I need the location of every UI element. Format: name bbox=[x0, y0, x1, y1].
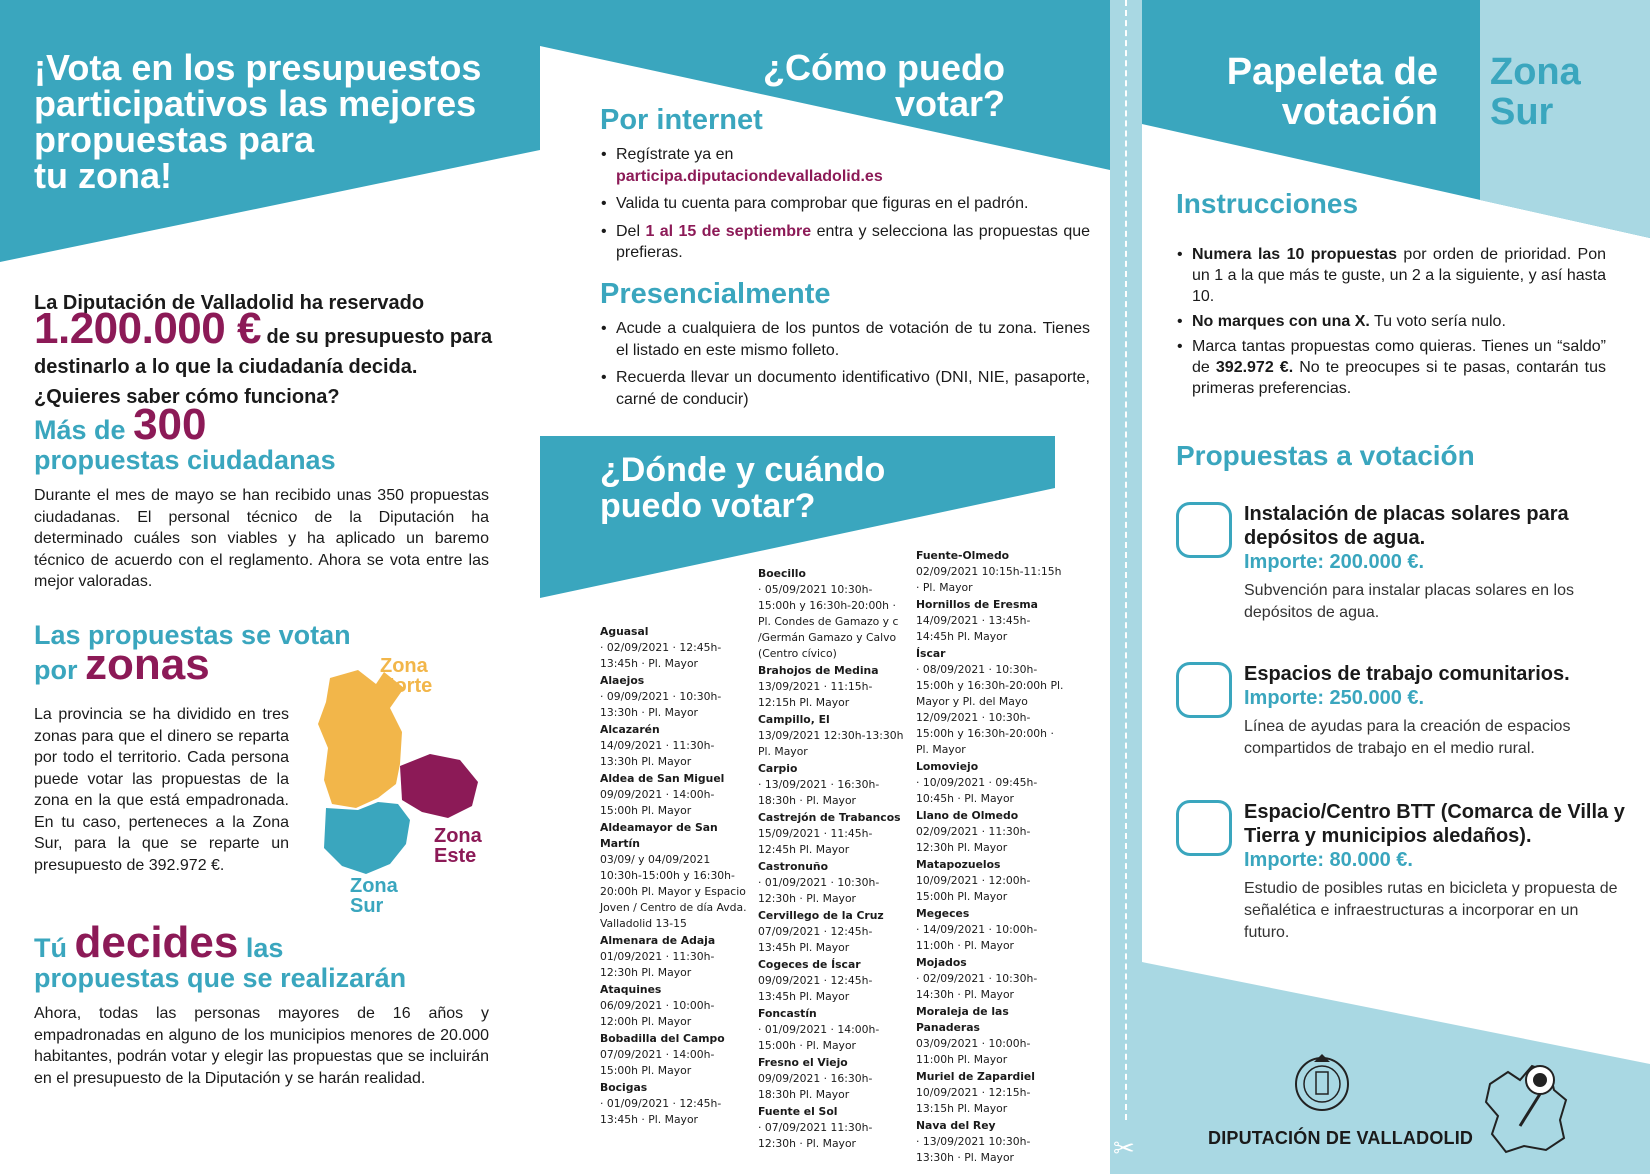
schedule-column-1 bbox=[600, 624, 750, 1129]
schedule-details: 09/09/2021 · 14:00h-15:00h Pl. Mayor bbox=[600, 788, 715, 817]
intro-headline: ¡Vota en los presupuestos participativos las mejores propuestas para tu zona! bbox=[34, 47, 482, 196]
schedule-entry bbox=[600, 624, 750, 672]
schedule-town: Fuente el Sol bbox=[758, 1105, 838, 1118]
in-person-bullet-points: • Acude a cualquiera de los puntos de votación de tu zona. Tienes el listado en este mismo folleto. bbox=[600, 318, 1090, 361]
schedule-town: Fuente-Olmedo bbox=[916, 549, 1010, 562]
proposal-2-rank-box[interactable] bbox=[1176, 662, 1232, 718]
schedule-entry bbox=[916, 548, 1066, 596]
footer-logos bbox=[1142, 1040, 1650, 1174]
section-you-decide: Tú decides las propuestas que se realizarán Ahora, todas las personas mayores de 16 años y empadronadas en alguno de los municipios menores de 20.000 habitantes, podrán votar y elegir las propuestas que se incluirán en el presupuesto de la Diputación y se harán realidad. bbox=[34, 918, 489, 1087]
schedule-town: Bobadilla del Campo bbox=[600, 1032, 725, 1045]
schedule-entry bbox=[600, 933, 750, 981]
map-label-este: Zona Este bbox=[434, 825, 482, 867]
intro-after: de su presupuesto para destinarlo a lo que la ciudadanía decida. ¿Quieres saber cómo funciona? bbox=[34, 326, 493, 408]
schedule-details: 03/09/2021 · 10:00h-11:00h Pl. Mayor bbox=[916, 1037, 1031, 1066]
schedule-town: Brahojos de Medina bbox=[758, 664, 879, 677]
map-label-sur: Zona Sur bbox=[350, 875, 398, 917]
schedule-entry bbox=[600, 1031, 750, 1079]
schedule-details: 09/09/2021 · 12:45h-13:45h Pl. Mayor bbox=[758, 974, 873, 1003]
proposal-1 bbox=[1176, 502, 1626, 624]
schedule-town: Íscar bbox=[916, 647, 946, 660]
panel-ballot bbox=[1142, 0, 1650, 1174]
ballot-zone: Zona Sur bbox=[1490, 51, 1581, 133]
proposal-3-title: Espacio/Centro BTT (Comarca de Villa y Tierra y municipios aledaños). bbox=[1244, 801, 1625, 847]
zones-body: La provincia se ha dividido en tres zonas para que el dinero se reparta por todo el territorio. Cada persona puede votar las propuestas de la zona en la que está empadronada. En tu caso, perteneces a la Zona Sur, para la que se reparte un presupuesto de 392.972 €. bbox=[34, 706, 289, 874]
budget-amount: 1.200.000 € bbox=[34, 304, 261, 353]
schedule-entry bbox=[916, 1118, 1066, 1166]
schedule-entry bbox=[916, 808, 1066, 856]
schedule-town: Moraleja de las Panaderas bbox=[916, 1005, 1009, 1034]
schedule-entry bbox=[600, 722, 750, 770]
schedule-entry bbox=[758, 1104, 908, 1152]
instruction-2: • No marques con una X. Tu voto sería nulo. bbox=[1176, 311, 1606, 332]
schedule-town: Matapozuelos bbox=[916, 858, 1001, 871]
proposal-1-amount: Importe: 200.000 €. bbox=[1244, 551, 1425, 573]
schedule-details: 14/09/2021 · 11:30h-13:30h Pl. Mayor bbox=[600, 739, 715, 768]
schedule-details: · 13/09/2021 · 16:30h-18:30h · Pl. Mayor bbox=[758, 778, 880, 807]
schedule-town: Almenara de Adaja bbox=[600, 934, 716, 947]
map-label-norte: Zona Norte bbox=[380, 655, 433, 697]
schedule-details: 10/09/2021 · 12:15h-13:15h Pl. Mayor bbox=[916, 1086, 1031, 1115]
schedule-entry bbox=[600, 1080, 750, 1128]
schedule-entry bbox=[916, 597, 1066, 645]
schedule-details: · 10/09/2021 · 09:45h-10:45h · Pl. Mayor bbox=[916, 776, 1038, 805]
schedule-details: 14/09/2021 · 13:45h-14:45h Pl. Mayor bbox=[916, 614, 1031, 643]
province-zone-map bbox=[310, 655, 520, 918]
schedule-details: 03/09/ y 04/09/2021 10:30h-15:00h y 16:30h-20:00h Pl. Mayor y Espacio Joven / Centro de día Avda. Valladolid 13-15 bbox=[600, 853, 747, 930]
schedule-details: 01/09/2021 · 11:30h-12:30h Pl. Mayor bbox=[600, 950, 715, 979]
proposal-2-title: Espacios de trabajo comunitarios. bbox=[1244, 663, 1570, 685]
proposal-3-rank-box[interactable] bbox=[1176, 800, 1232, 856]
schedule-details: · 01/09/2021 · 12:45h-13:45h · Pl. Mayor bbox=[600, 1097, 722, 1126]
schedule-entry bbox=[916, 1069, 1066, 1117]
schedule-entry bbox=[758, 761, 908, 809]
proposal-3 bbox=[1176, 800, 1626, 944]
schedule-entry bbox=[600, 771, 750, 819]
schedule-town: Nava del Rey bbox=[916, 1119, 996, 1132]
schedule-details: · 05/09/2021 10:30h-15:00h y 16:30h-20:00h · Pl. Condes de Gamazo y c /Germán Gamazo y Calvo (Centro cívico) bbox=[758, 583, 899, 660]
schedule-entry bbox=[758, 810, 908, 858]
schedule-town: Foncastín bbox=[758, 1007, 817, 1020]
proposal-1-rank-box[interactable] bbox=[1176, 502, 1232, 558]
section-zones: Las propuestas se votan por zonas bbox=[34, 620, 351, 689]
schedule-details: 13/09/2021 12:30h-13:30h Pl. Mayor bbox=[758, 729, 904, 758]
schedule-entry bbox=[916, 857, 1066, 905]
schedule-entry bbox=[758, 712, 908, 760]
schedule-details: · 14/09/2021 · 10:00h-11:00h · Pl. Mayor bbox=[916, 923, 1038, 952]
schedule-details: · 01/09/2021 · 10:30h-12:30h · Pl. Mayor bbox=[758, 876, 880, 905]
proposal-3-description: Estudio de posibles rutas en bicicleta y propuesta de señalética e infraestructuras a incorporar en un futuro. bbox=[1244, 880, 1618, 941]
section-in-person: Presencialmente • Acude a cualquiera de los puntos de votación de tu zona. Tienes el listado en este mismo folleto. • Recuerda llevar un documento identificativo (DNI, NIE, pasaporte, carné de conducir) bbox=[600, 278, 1090, 416]
panel-intro bbox=[0, 0, 540, 1174]
schedule-details: 10/09/2021 · 12:00h-15:00h Pl. Mayor bbox=[916, 874, 1031, 903]
diputacion-name: DIPUTACIÓN DE VALLADOLID bbox=[1208, 1128, 1474, 1148]
schedule-entry bbox=[600, 820, 750, 932]
schedule-town: Boecillo bbox=[758, 567, 806, 580]
how-to-vote-title: ¿Cómo puedo votar? bbox=[763, 47, 1005, 124]
schedule-details: · 02/09/2021 · 10:30h-14:30h · Pl. Mayor bbox=[916, 972, 1038, 1001]
schedule-town: Castrejón de Trabancos bbox=[758, 811, 901, 824]
schedule-entry bbox=[916, 906, 1066, 954]
participa-link[interactable]: participa.diputaciondevalladolid.es bbox=[616, 167, 883, 185]
schedule-details: 02/09/2021 10:15h-11:15h · Pl. Mayor bbox=[916, 565, 1062, 594]
schedule-entry bbox=[600, 673, 750, 721]
panel-how-to-vote bbox=[540, 0, 1110, 1174]
schedule-details: · 13/09/2021 10:30h-13:30h · Pl. Mayor bbox=[916, 1135, 1031, 1164]
proposal-1-title: Instalación de placas solares para depósitos de agua. bbox=[1244, 503, 1569, 549]
schedule-entry bbox=[916, 759, 1066, 807]
ballot-title: Papeleta de votación bbox=[1226, 51, 1438, 133]
proposal-2-amount: Importe: 250.000 €. bbox=[1244, 687, 1425, 709]
schedule-details: 15/09/2021 · 11:45h-12:45h Pl. Mayor bbox=[758, 827, 873, 856]
schedule-town: Castronuño bbox=[758, 860, 829, 873]
where-when-title: ¿Dónde y cuándo puedo votar? bbox=[600, 451, 886, 525]
schedule-town: Aguasal bbox=[600, 625, 649, 638]
schedule-details: · 02/09/2021 · 12:45h-13:45h · Pl. Mayor bbox=[600, 641, 722, 670]
instruction-3: • Marca tantas propuestas como quieras. Tienes un “saldo” de 392.972 €. No te preocupes si te pasas, contarán tus primeras preferencias. bbox=[1176, 336, 1606, 399]
schedule-town: Aldea de San Miguel bbox=[600, 772, 725, 785]
instruction-1: • Numera las 10 propuestas por orden de prioridad. Pon un 1 a la que más te guste, un 2 a la siguiente, y así hasta 10. bbox=[1176, 244, 1606, 307]
schedule-entry bbox=[758, 957, 908, 1005]
schedule-entry bbox=[758, 908, 908, 956]
schedule-town: Aldeamayor de San Martín bbox=[600, 821, 718, 850]
schedule-details: · 08/09/2021 · 10:30h-15:00h y 16:30h-20:00h Pl. Mayor y Pl. del Mayo 12/09/2021 · 10:30h-15:00h y 16:30h-20:00h · Pl. Mayor bbox=[916, 663, 1064, 756]
proposal-3-amount: Importe: 80.000 €. bbox=[1244, 849, 1413, 871]
internet-bullet-dates: • Del 1 al 15 de septiembre entra y selecciona las propuestas que prefieras. bbox=[600, 221, 1090, 264]
schedule-details: · 01/09/2021 · 14:00h-15:00h · Pl. Mayor bbox=[758, 1023, 880, 1052]
schedule-town: Ataquines bbox=[600, 983, 662, 996]
schedule-town: Carpio bbox=[758, 762, 798, 775]
cut-line bbox=[1110, 0, 1142, 1174]
proposal-2-description: Línea de ayudas para la creación de espacios compartidos de trabajo en el medio rural. bbox=[1244, 718, 1571, 757]
schedule-details: 06/09/2021 · 10:00h-12:00h Pl. Mayor bbox=[600, 999, 715, 1028]
section-proposals-count: Más de 300 propuestas ciudadanas Durante el mes de mayo se han recibido unas 350 propuestas ciudadanas. El personal técnico de la Diputación ha determinado cuáles son viables y ha aplicado un baremo técnico de acuerdo con el reglamento. Ahora se vota entre las mejor valoradas. bbox=[34, 400, 489, 590]
in-person-bullet-id: • Recuerda llevar un documento identificativo (DNI, NIE, pasaporte, carné de conducir) bbox=[600, 367, 1090, 410]
schedule-town: Hornillos de Eresma bbox=[916, 598, 1038, 611]
internet-bullet-register: • Regístrate ya en participa.diputaciondevalladolid.es bbox=[600, 144, 1090, 187]
scissors-icon: ✂ bbox=[1113, 1133, 1135, 1163]
schedule-entry bbox=[600, 982, 750, 1030]
schedule-details: 07/09/2021 · 14:00h-15:00h Pl. Mayor bbox=[600, 1048, 715, 1077]
schedule-town: Cervillego de la Cruz bbox=[758, 909, 884, 922]
instructions-list bbox=[1176, 244, 1606, 403]
intro-paragraph: La Diputación de Valladolid ha reservado 1.200.000 € de su presupuesto para destinarlo a lo que la ciudadanía decida. ¿Quieres saber cómo funciona? bbox=[34, 292, 493, 408]
province-map-logo-icon bbox=[1480, 1054, 1572, 1158]
schedule-town: Muriel de Zapardiel bbox=[916, 1070, 1035, 1083]
schedule-details: 13/09/2021 · 11:15h-12:15h Pl. Mayor bbox=[758, 680, 873, 709]
schedule-entry bbox=[916, 1004, 1066, 1068]
schedule-column-3 bbox=[916, 548, 1066, 1167]
schedule-details: 09/09/2021 · 16:30h-18:30h Pl. Mayor bbox=[758, 1072, 873, 1101]
schedule-entry bbox=[758, 1006, 908, 1054]
schedule-town: Llano de Olmedo bbox=[916, 809, 1019, 822]
schedule-town: Campillo, El bbox=[758, 713, 830, 726]
schedule-entry bbox=[916, 955, 1066, 1003]
schedule-town: Lomoviejo bbox=[916, 760, 979, 773]
schedule-details: · 07/09/2021 11:30h-12:30h · Pl. Mayor bbox=[758, 1121, 873, 1150]
schedule-entry bbox=[758, 1055, 908, 1103]
schedule-details: 02/09/2021 · 11:30h-12:30h Pl. Mayor bbox=[916, 825, 1031, 854]
proposal-2 bbox=[1176, 662, 1626, 760]
proposals-title: Propuestas a votación bbox=[1176, 440, 1475, 471]
section-internet: Por internet • Regístrate ya en participa.diputaciondevalladolid.es • Valida tu cuenta para comprobar que figuras en el padrón. • Del 1 al 15 de septiembre entra y selecciona las propuestas que prefieras. bbox=[600, 104, 1090, 270]
schedule-entry bbox=[758, 663, 908, 711]
diputacion-crest-icon bbox=[1292, 1052, 1352, 1114]
dashed-cut-guide bbox=[1125, 0, 1127, 1120]
schedule-column-2 bbox=[758, 566, 908, 1153]
schedule-town: Bocigas bbox=[600, 1081, 648, 1094]
schedule-town: Cogeces de Íscar bbox=[758, 958, 861, 971]
internet-bullet-validate: • Valida tu cuenta para comprobar que figuras en el padrón. bbox=[600, 193, 1090, 215]
schedule-town: Mojados bbox=[916, 956, 967, 969]
schedule-town: Megeces bbox=[916, 907, 970, 920]
schedule-town: Alaejos bbox=[600, 674, 645, 687]
schedule-town: Alcazarén bbox=[600, 723, 660, 736]
schedule-entry bbox=[916, 646, 1066, 758]
proposal-1-description: Subvención para instalar placas solares en los depósitos de agua. bbox=[1244, 582, 1574, 621]
schedule-entry bbox=[758, 859, 908, 907]
schedule-entry bbox=[758, 566, 908, 662]
schedule-town: Fresno el Viejo bbox=[758, 1056, 848, 1069]
schedule-details: 07/09/2021 · 12:45h-13:45h Pl. Mayor bbox=[758, 925, 873, 954]
instructions-title: Instrucciones bbox=[1176, 188, 1359, 219]
schedule-details: · 09/09/2021 · 10:30h-13:30h · Pl. Mayor bbox=[600, 690, 722, 719]
